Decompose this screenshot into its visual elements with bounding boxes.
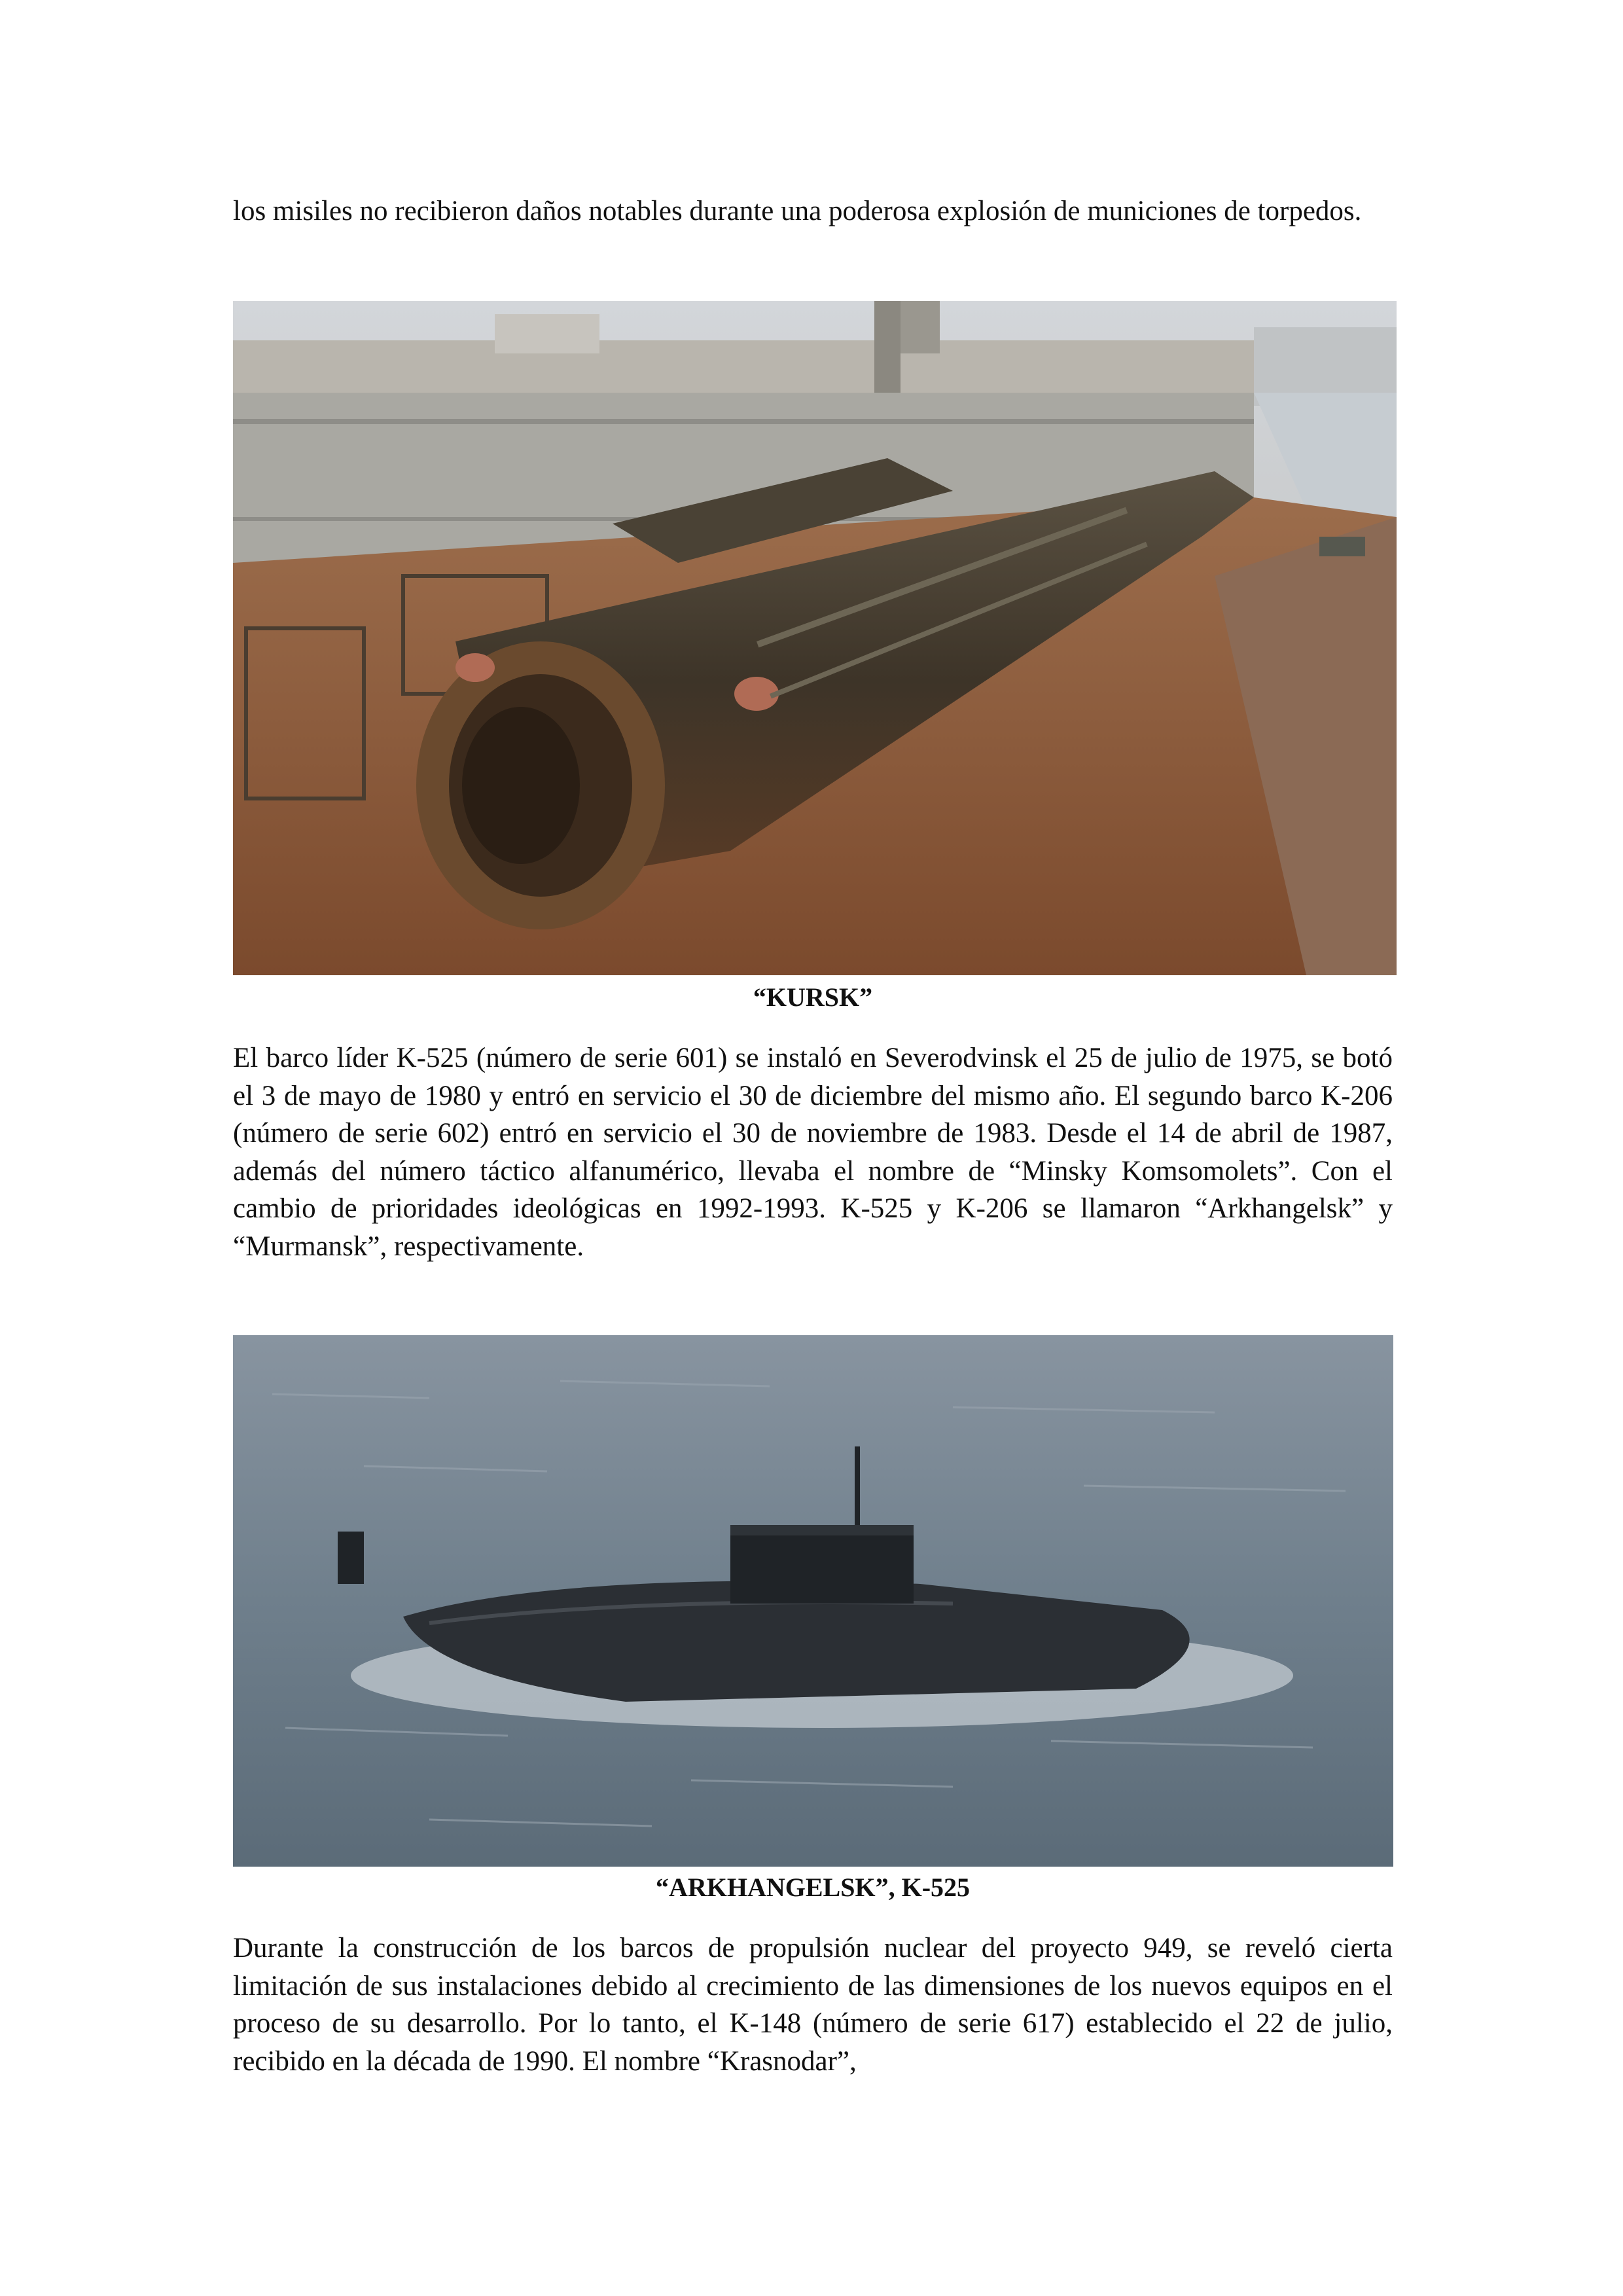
paragraph-1: los misiles no recibieron daños notables durante una poderosa explosión de municiones de torpedos. [233,196,1362,226]
paragraph-2: El barco líder K-525 (número de serie 601) se instaló en Severodvinsk el 25 de julio de 1975, se botó el 3 de mayo de 1980 y entró en servicio el 30 de diciembre del mismo año. El segundo barco K-206 (número de serie 602) entró en servicio el 30 de noviembre de 1983. Desde el 14 de abril de 1987, además del número táctico alfanumérico, llevaba el nombre de “Minsky Komsomolets”. Con el cambio de prioridades ideológicas en 1992-1993. K-525 y K-206 se llamaron “Arkhangelsk” y “Murmansk”, respectivamente. [233,1043,1393,1262]
figure-caption-kursk: “KURSK” [753,982,873,1012]
arkhangelsk-at-sea-photo [233,1335,1393,1867]
kursk-drydock-photo [233,301,1397,975]
paragraph-3: Durante la construcción de los barcos de propulsión nuclear del proyecto 949, se reveló cierta limitación de sus instalaciones debido al crecimiento de las dimensiones de los nuevos equipos en el proceso de su desarrollo. Por lo tanto, el K-148 (número de serie 617) establecido el 22 de julio, recibido en la década de 1990. El nombre “Krasnodar”, [233,1933,1393,2077]
figure-caption-arkhangelsk: “ARKHANGELSK”, K-525 [655,1873,971,1902]
